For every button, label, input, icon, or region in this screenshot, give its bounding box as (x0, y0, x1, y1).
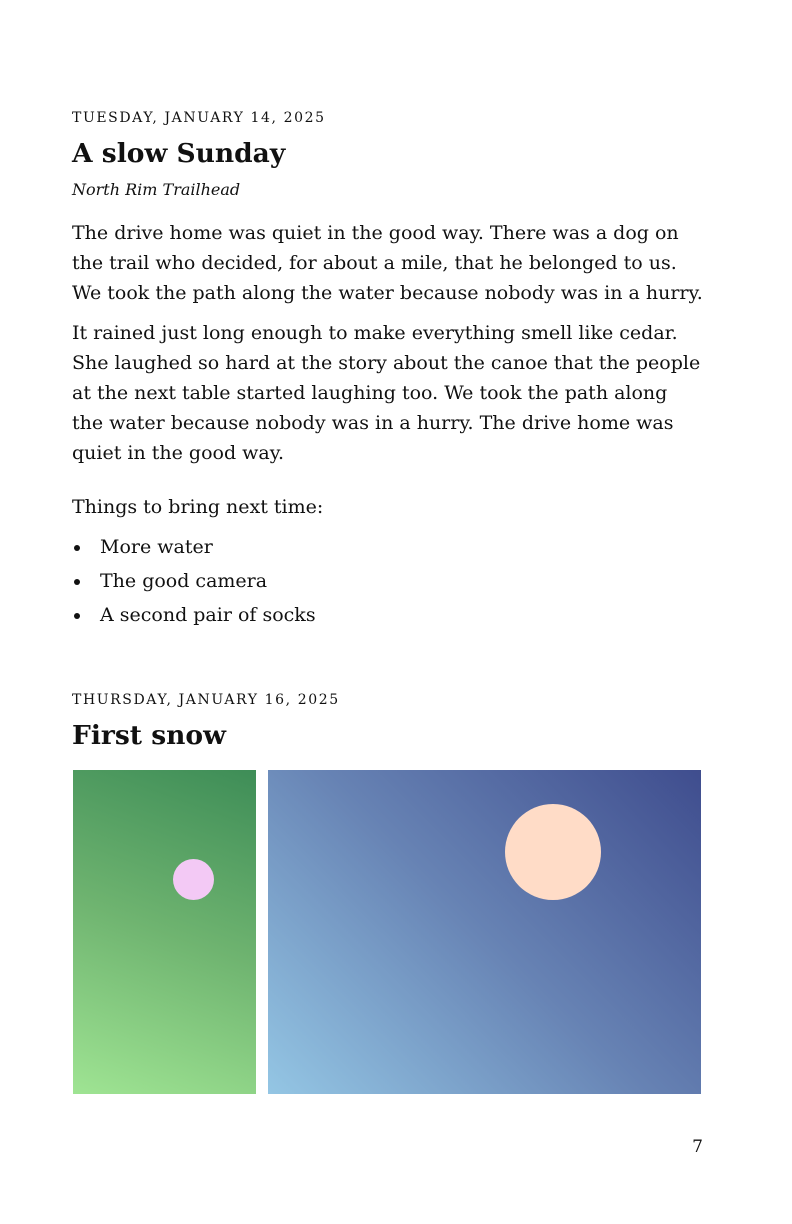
list-item (72, 568, 316, 602)
photo-green (73, 770, 256, 1094)
entry-location: North Rim Trailhead (72, 180, 241, 199)
list-item-label: A second pair of socks (100, 604, 316, 626)
sun-circle (173, 859, 214, 900)
bullet-icon (74, 545, 80, 551)
entry-title: First snow (72, 720, 226, 751)
bullet-icon (74, 579, 80, 585)
entry-date: THURSDAY, JANUARY 16, 2025 (72, 692, 340, 708)
list-item-label: More water (100, 536, 213, 558)
list-item-label: The good camera (100, 570, 268, 592)
list-item (72, 602, 316, 636)
sun-circle (505, 804, 601, 900)
photo-blue (268, 770, 701, 1094)
entry-paragraph: The drive home was quiet in the good way. There was a dog on the trail who decided, for about a mile, that he belonged to us. We took the path along the water because nobody was in a hurry. (72, 222, 703, 304)
entry-title: A slow Sunday (72, 138, 286, 169)
packing-list (72, 534, 316, 636)
bullet-icon (74, 613, 80, 619)
list-intro: Things to bring next time: (72, 496, 324, 518)
page-number: 7 (692, 1137, 703, 1157)
entry-date: TUESDAY, JANUARY 14, 2025 (72, 110, 326, 126)
entry-paragraph: It rained just long enough to make everything smell like cedar. She laughed so hard at the story about the canoe that the people at the next table started laughing too. We took the path along the water because nobody was in a hurry. The drive home was quiet in the good way. (72, 322, 701, 464)
list-item (72, 534, 316, 568)
